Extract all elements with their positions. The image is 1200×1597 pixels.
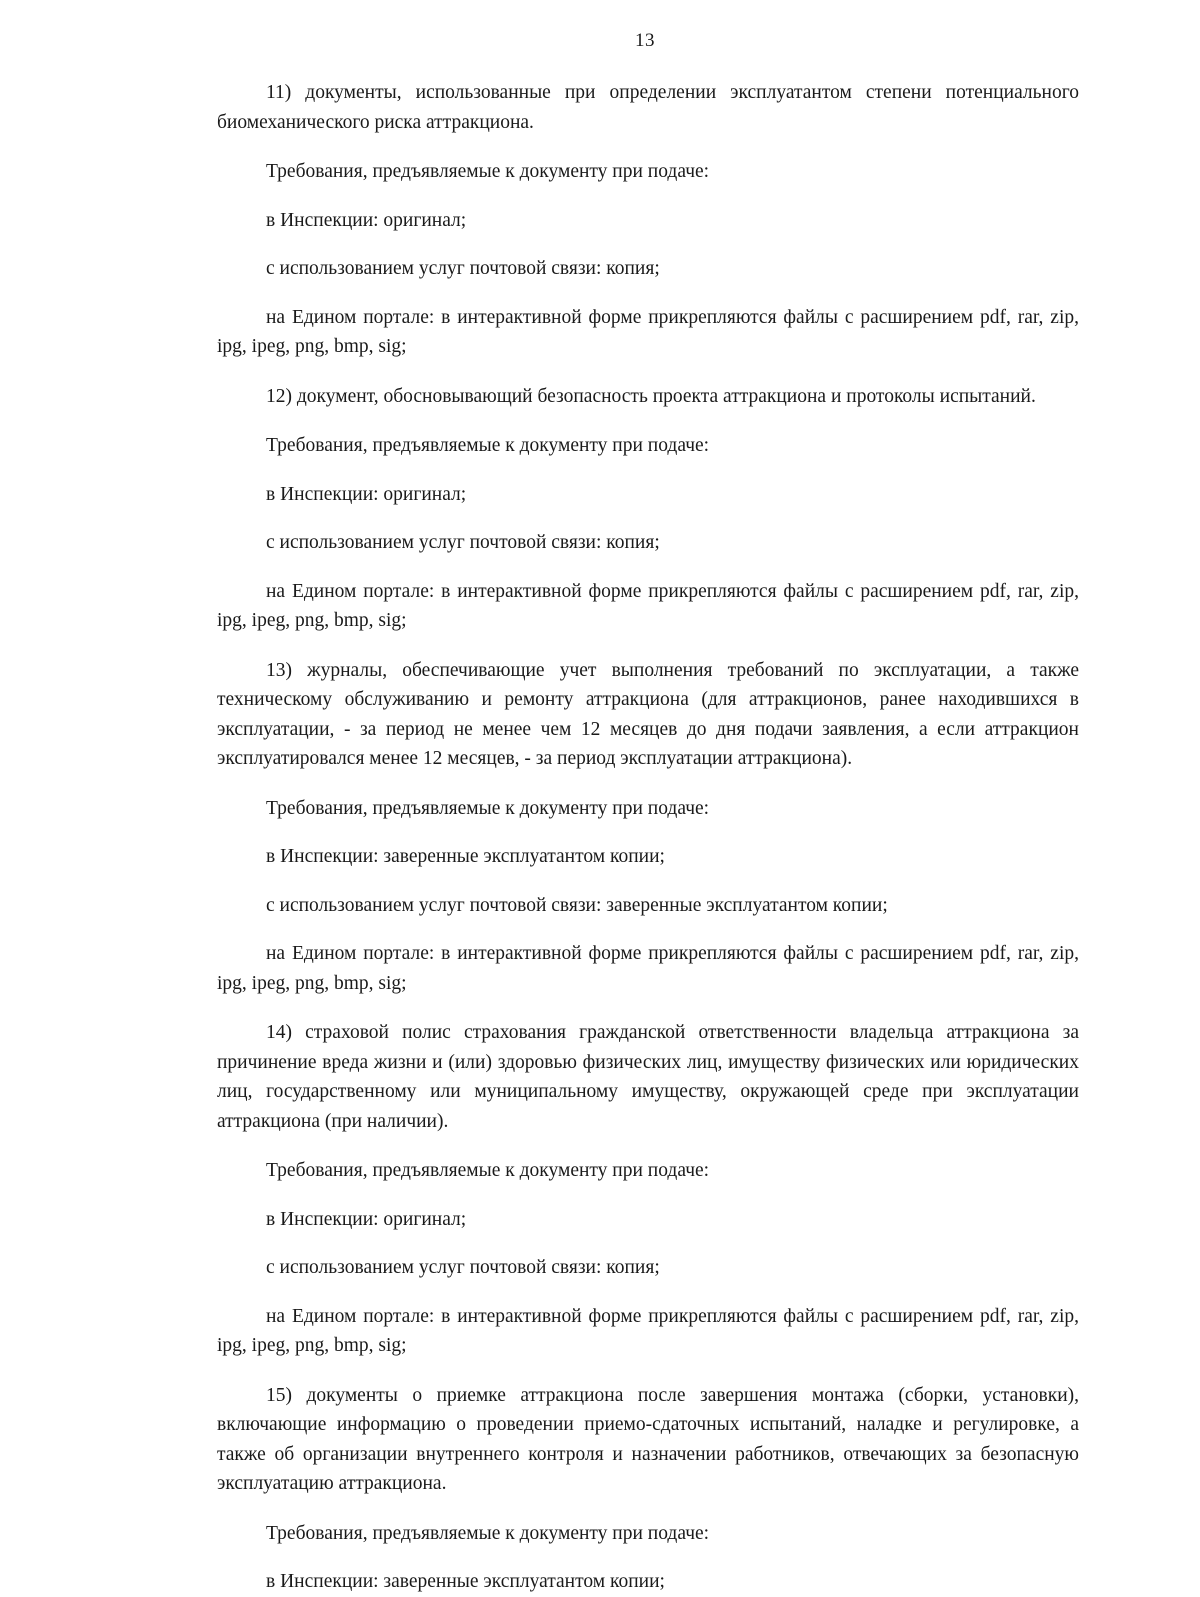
requirement-inspection: в Инспекции: оригинал; bbox=[266, 1208, 467, 1230]
requirements-title: Требования, предъявляемые к документу при подаче: bbox=[266, 435, 710, 456]
requirements-title: Требования, предъявляемые к документу при подаче: bbox=[266, 1160, 710, 1181]
document-body bbox=[217, 78, 1079, 1597]
requirement-inspection: в Инспекции: заверенные эксплуатантом копии; bbox=[266, 846, 665, 867]
requirements-title: Требования, предъявляемые к документу при подаче: bbox=[266, 797, 710, 819]
requirements-title: Требования, предъявляемые к документу при подаче: bbox=[266, 1522, 710, 1544]
requirements-title: Требования, предъявляемые к документу при подаче: bbox=[266, 161, 710, 182]
requirement-inspection: в Инспекции: оригинал; bbox=[266, 483, 467, 505]
requirement-postal: с использованием услуг почтовой связи: заверенные эксплуатантом копии; bbox=[266, 894, 888, 916]
requirement-postal: с использованием услуг почтовой связи: копия; bbox=[266, 1257, 660, 1278]
page-number: 13 bbox=[635, 30, 655, 51]
list-item-14: 14) страховой полис страхования гражданской ответственности владельца аттракциона за причинение вреда жизни и (или) здоровью физических лиц, имуществу физических или юридических лиц, государственному или муниципальному имуществу, окружающей среде при эксплуатации аттракциона (при наличии). bbox=[217, 1022, 1079, 1132]
list-item-13: 13) журналы, обеспечивающие учет выполнения требований по эксплуатации, а также техническому обслуживанию и ремонту аттракциона (для аттракционов, ранее находившихся в эксплуатации, - за период не менее чем 12 месяцев до дня подачи заявления, а если аттракцион эксплуатировался менее 12 месяцев, - за период эксплуатации аттракциона). bbox=[217, 659, 1079, 769]
requirement-postal: с использованием услуг почтовой связи: копия; bbox=[266, 258, 660, 279]
requirement-portal: на Едином портале: в интерактивной форме прикрепляются файлы с расширением pdf, rar, zip, ipg, ipeg, png, bmp, sig; bbox=[217, 306, 1079, 357]
requirement-inspection: в Инспекции: заверенные эксплуатантом копии; bbox=[266, 1571, 665, 1592]
requirement-portal: на Едином портале: в интерактивной форме прикрепляются файлы с расширением pdf, rar, zip, ipg, ipeg, png, bmp, sig; bbox=[217, 1305, 1079, 1356]
list-item-12: 12) документ, обосновывающий безопасность проекта аттракциона и протоколы испытаний. bbox=[266, 385, 1036, 407]
requirement-postal: с использованием услуг почтовой связи: копия; bbox=[266, 532, 660, 553]
list-item-11: 11) документы, использованные при определении эксплуатантом степени потенциального биомеханического риска аттракциона. bbox=[217, 82, 1079, 133]
requirement-inspection: в Инспекции: оригинал; bbox=[266, 209, 467, 231]
requirement-portal: на Едином портале: в интерактивной форме прикрепляются файлы с расширением pdf, rar, zip, ipg, ipeg, png, bmp, sig; bbox=[217, 580, 1079, 631]
list-item-15: 15) документы о приемке аттракциона после завершения монтажа (сборки, установки), включающие информацию о проведении приемо-сдаточных испытаний, наладке и регулировке, а также об организации внутреннего контроля и назначении работников, отвечающих за безопасную эксплуатацию аттракциона. bbox=[217, 1384, 1079, 1494]
requirement-portal: на Едином портале: в интерактивной форме прикрепляются файлы с расширением pdf, rar, zip, ipg, ipeg, png, bmp, sig; bbox=[217, 943, 1079, 994]
